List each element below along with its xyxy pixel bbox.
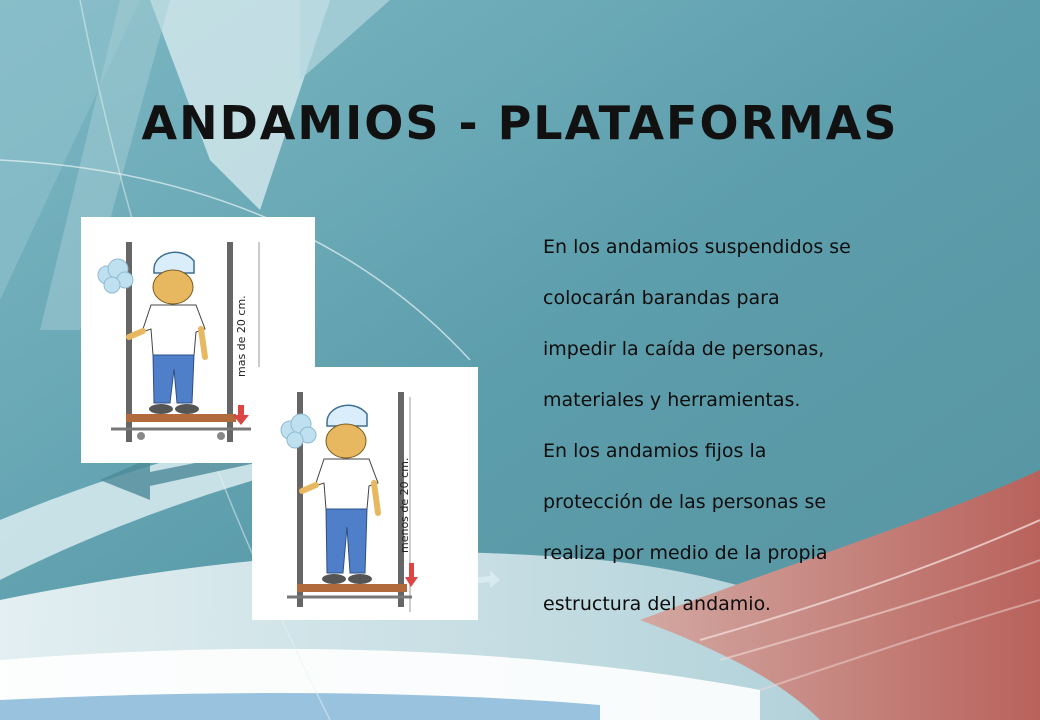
body-line: En los andamios suspendidos se bbox=[543, 236, 851, 258]
body-line: protección de las personas se bbox=[543, 491, 827, 513]
slide-body-text bbox=[543, 222, 983, 630]
body-line: materiales y herramientas. bbox=[543, 389, 801, 411]
body-line: impedir la caída de personas, bbox=[543, 338, 825, 360]
body-line: En los andamios fijos la bbox=[543, 440, 767, 462]
slide-title: ANDAMIOS - PLATAFORMAS bbox=[141, 96, 899, 150]
body-line: colocarán barandas para bbox=[543, 287, 780, 309]
measurement-label-top: mas de 20 cm. bbox=[235, 295, 248, 377]
body-line: realiza por medio de la propia bbox=[543, 542, 828, 564]
body-line: estructura del andamio. bbox=[543, 593, 771, 615]
measurement-label-bottom: menos de 20 cm. bbox=[398, 457, 411, 553]
illustration-worker-less-20cm bbox=[252, 367, 478, 620]
